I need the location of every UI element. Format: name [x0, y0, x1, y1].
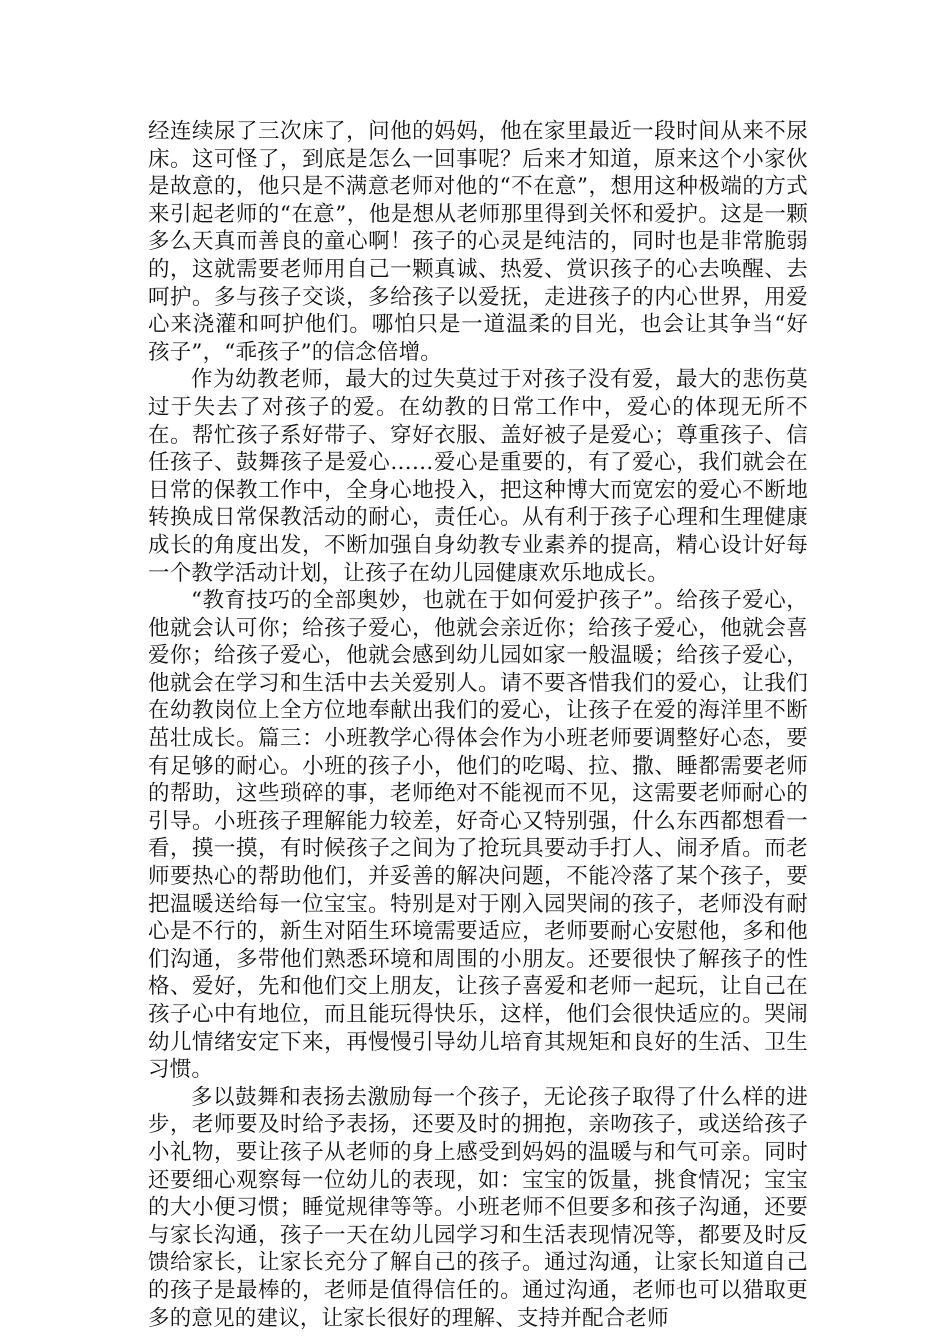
paragraph-2: 作为幼教老师，最大的过失莫过于对孩子没有爱，最大的悲伤莫过于失去了对孩子的爱。在幼教的日常工作中，爱心的体现无所不在。帮忙孩子系好带子、穿好衣服、盖好被子是爱心；尊重孩子、信任孩子、鼓舞孩子是爱心……爱心是重要的，有了爱心，我们就会在日常的保教工作中，全身心地投入，把这种博大而宽宏的爱心不断地转换成日常保教活动的耐心，责任心。从有利于孩子心理和生理健康成长的角度出发，不断加强自身幼教专业素养的提高，精心设计好每一个教学活动计划，让孩子在幼儿园健康欢乐地成长。 — [148, 367, 808, 586]
body-text — [148, 118, 808, 1332]
paragraph-4: 多以鼓舞和表扬去激励每一个孩子，无论孩子取得了什么样的进步，老师要及时给予表扬，还要及时的拥抱，亲吻孩子，或送给孩子小礼物，要让孩子从老师的身上感受到妈妈的温暖与和气可亲。同时还要细心观察每一位幼儿的表现，如：宝宝的饭量，挑食情况；宝宝的大小便习惯；睡觉规律等等。小班老师不但要多和孩子沟通，还要与家长沟通，孩子一天在幼儿园学习和生活表现情况等，都要及时反馈给家长，让家长充分了解自己的孩子。通过沟通，让家长知道自己的孩子是最棒的，老师是值得信任的。通过沟通，老师也可以猎取更多的意见的建议，让家长很好的理解、支持并配合老师 — [148, 1084, 808, 1331]
paragraph-3: “教育技巧的全部奥妙，也就在于如何爱护孩子”。给孩子爱心，他就会认可你；给孩子爱心，他就会亲近你；给孩子爱心，他就会喜爱你；给孩子爱心，他就会感到幼儿园如家一般温暖；给孩子爱心，他就会在学习和生活中去关爱别人。请不要吝惜我们的爱心，让我们在幼教岗位上全方位地奉献出我们的爱心，让孩子在爱的海洋里不断茁壮成长。篇三：小班教学心得体会作为小班老师要调整好心态，要有足够的耐心。小班的孩子小，他们的吃喝、拉、撒、睡都需要老师的帮助，这些琐碎的事，老师绝对不能视而不见，这需要老师耐心的引导。小班孩子理解能力较差，好奇心又特别强，什么东西都想看一看，摸一摸，有时候孩子之间为了抢玩具要动手打人、闹矛盾。而老师要热心的帮助他们，并妥善的解决问题，不能冷落了某个孩子，要把温暖送给每一位宝宝。特别是对于刚入园哭闹的孩子，老师没有耐心是不行的，新生对陌生环境需要适应，老师要耐心安慰他，多和他们沟通，多带他们熟悉环境和周围的小朋友。还要很快了解孩子的性格、爱好，先和他们交上朋友，让孩子喜爱和老师一起玩，让自己在孩子心中有地位，而且能玩得快乐，这样，他们会很快适应的。哭闹幼儿情绪安定下来，再慢慢引导幼儿培育其规矩和良好的生活、卫生习惯。 — [148, 588, 808, 1083]
paragraph-1: 经连续尿了三次床了，问他的妈妈，他在家里最近一段时间从来不尿床。这可怪了，到底是怎么一回事呢？后来才知道，原来这个小家伙是故意的，他只是不满意老师对他的“不在意”，想用这种极端的方式来引起老师的“在意”，他是想从老师那里得到关怀和爱护。这是一颗多么天真而善良的童心啊！孩子的心灵是纯洁的，同时也是非常脆弱的，这就需要老师用自己一颗真诚、热爱、赏识孩子的心去唤醒、去呵护。多与孩子交谈，多给孩子以爱抚，走进孩子的内心世界，用爱心来浇灌和呵护他们。哪怕只是一道温柔的目光，也会让其争当“好孩子”，“乖孩子”的信念倍增。 — [148, 119, 808, 365]
